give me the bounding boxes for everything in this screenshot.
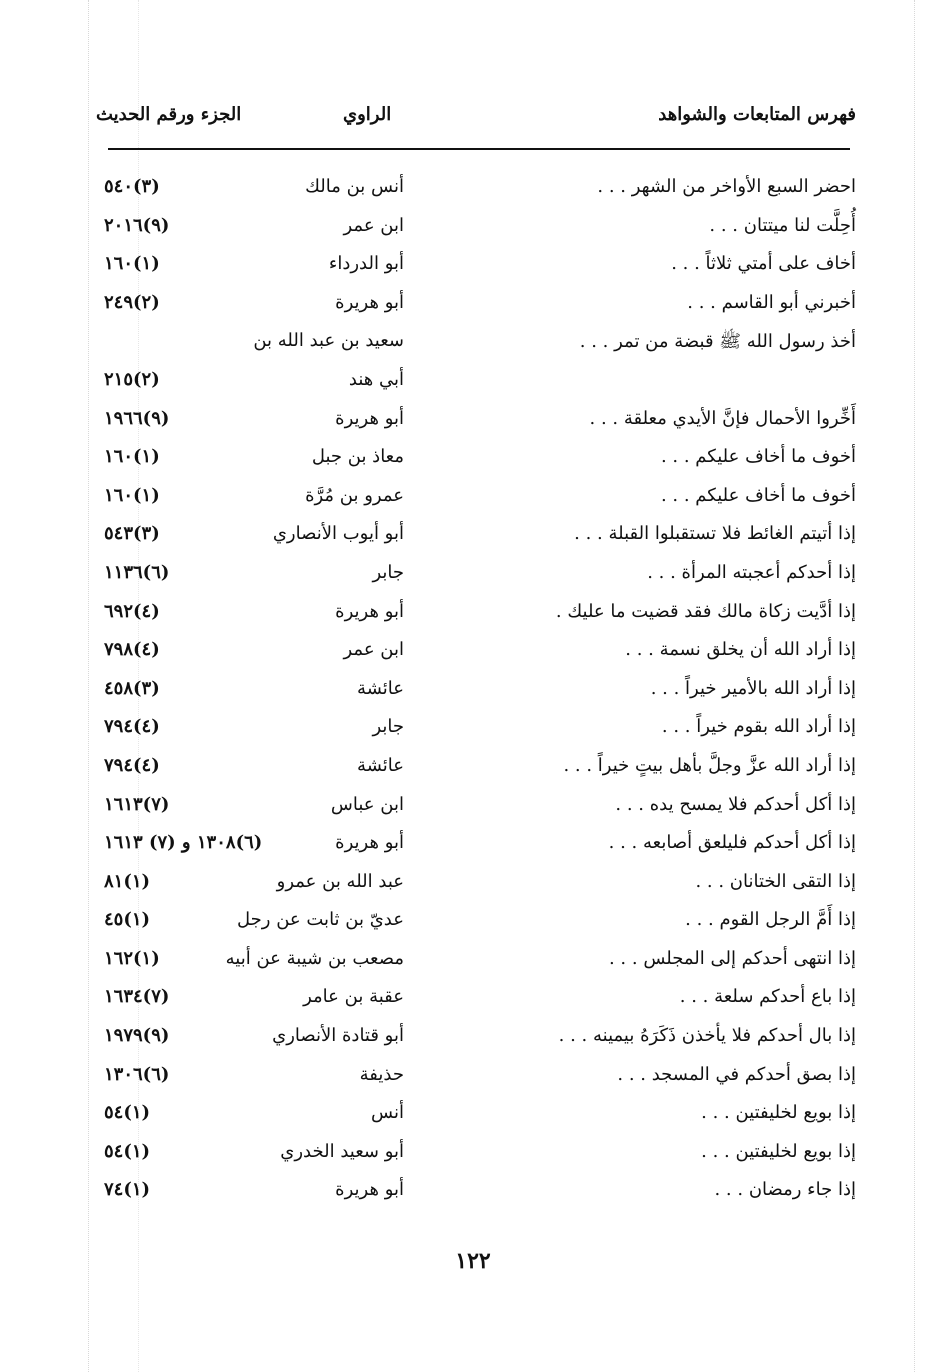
volume-hadith-number: (٣)٥٤٣ [104, 523, 160, 545]
narrator-name: أبو الدرداء [328, 253, 404, 275]
volume-hadith-number: (٤)٦٩٢ [104, 600, 160, 622]
hadith-text: إذا أراد الله عزَّ وجلَّ بأهل بيتٍ خيراً . . . [563, 754, 856, 776]
volume-hadith-number: (٢)٢١٥ [104, 368, 160, 390]
fold-line-right [914, 0, 915, 1372]
table-row [96, 786, 856, 825]
hadith-text: احضر السبع الأواخر من الشهر . . . [597, 176, 856, 197]
volume-hadith-number: (٩)٢٠١٦ [104, 214, 170, 236]
header-title: فهرس المتابعات والشواهد [658, 104, 856, 125]
narrator-name: ابن عمر [343, 639, 404, 661]
volume-hadith-number: (١)١٦٠ [104, 446, 160, 468]
table-row [96, 1056, 856, 1095]
narrator-name: أبو هريرة [335, 600, 404, 622]
hadith-text: إذا أراد الله أن يخلق نسمة . . . [625, 639, 856, 661]
table-row [96, 322, 856, 361]
volume-hadith-number: (١)١٦٠ [104, 484, 160, 506]
narrator-name: معاذ بن جبل [311, 446, 404, 468]
narrator-name: أنس بن مالك [305, 176, 404, 197]
narrator-name: جابر [372, 561, 404, 583]
volume-hadith-number: (٦)١٣٠٦ [104, 1063, 170, 1085]
hadith-text: أخوف ما أخاف عليكم . . . [660, 484, 856, 506]
narrator-name: ابن عمر [343, 214, 404, 236]
table-row [96, 477, 856, 516]
table-row [96, 824, 856, 863]
volume-hadith-number: (٧)١٦٣٤ [104, 986, 170, 1008]
page-header [96, 104, 856, 136]
table-row [96, 978, 856, 1017]
volume-hadith-number: (١)٥٤ [104, 1102, 151, 1124]
table-row [96, 863, 856, 902]
volume-hadith-number: (٦)١٣٠٨ و (٧) ١٦١٣ [104, 832, 263, 854]
narrator-name: عائشة [357, 754, 404, 776]
table-row [96, 708, 856, 747]
table-row [96, 670, 856, 709]
narrator-name: ابن عباس [330, 793, 404, 815]
narrator-name: أبو أيوب الأنصاري [272, 523, 404, 545]
narrator-name: أبو هريرة [335, 291, 404, 313]
table-row [96, 1171, 856, 1210]
volume-hadith-number: (٩)١٩٦٦ [104, 407, 170, 429]
narrator-name: عبد الله بن عمرو [276, 870, 404, 892]
volume-hadith-number: (١)٤٥ [104, 909, 151, 931]
hadith-text: أَخِّروا الأحمال فإنَّ الأيدي معلقة . . . [589, 407, 856, 429]
table-row [96, 1094, 856, 1133]
table-row [96, 515, 856, 554]
table-row [96, 631, 856, 670]
table-row [96, 438, 856, 477]
table-row [96, 1017, 856, 1056]
volume-hadith-number: (٤)٧٩٨ [104, 639, 160, 661]
narrator-name: أبو هريرة [335, 832, 404, 854]
narrator-name: أبو قتادة الأنصاري [272, 1025, 404, 1047]
header-narrator: الراوي [343, 104, 392, 125]
hadith-text: أخوف ما أخاف عليكم . . . [660, 446, 856, 468]
volume-hadith-number: (٣)٤٥٨ [104, 677, 160, 699]
volume-hadith-number: (٤)٧٩٤ [104, 754, 160, 776]
volume-hadith-number: (٤)٧٩٤ [104, 716, 160, 738]
hadith-text: إذا أكل أحدكم فلا يمسح يده . . . [615, 793, 856, 815]
table-row [96, 400, 856, 439]
hadith-text: أخبرني أبو القاسم . . . [687, 291, 856, 313]
narrator-name: مصعب بن شيبة عن أبيه [225, 947, 404, 969]
table-row [96, 554, 856, 593]
hadith-text: إذا انتهى أحدكم إلى المجلس . . . [608, 947, 856, 969]
narrator-name: عائشة [357, 677, 404, 699]
narrator-name: عقبة بن عامر [303, 986, 404, 1008]
hadith-text: إذا أَمَّ الرجل القوم . . . [685, 909, 856, 931]
index-table [96, 168, 856, 1210]
narrator-name: أنس [371, 1102, 404, 1124]
hadith-text: أخاف على أمتي ثلاثاً . . . [671, 253, 856, 275]
header-rule [108, 148, 850, 150]
volume-hadith-number: (١)٥٤ [104, 1140, 151, 1162]
narrator-name: أبو هريرة [335, 407, 404, 429]
table-row [96, 361, 856, 400]
hadith-text: إذا أراد الله بقوم خيراً . . . [661, 716, 856, 738]
volume-hadith-number: (٣)٥٤٠ [104, 176, 160, 197]
table-row [96, 593, 856, 632]
hadith-text: أخذ رسول الله ﷺ قبضة من تمر . . . [579, 331, 856, 353]
hadith-text: إذا أتيتم الغائط فلا تستقبلوا القبلة . . . [574, 523, 856, 545]
narrator-name: جابر [372, 716, 404, 738]
hadith-text: إذا بويع لخليفتين . . . [701, 1140, 856, 1162]
volume-hadith-number: (٢)٢٤٩ [104, 291, 160, 313]
table-row [96, 245, 856, 284]
narrator-name: أبي هند [348, 368, 404, 390]
hadith-text: إذا بصق أحدكم في المسجد . . . [617, 1063, 856, 1085]
table-row [96, 940, 856, 979]
fold-line-left [88, 0, 89, 1372]
header-reference: الجزء ورقم الحديث [96, 104, 242, 125]
narrator-name: عديّ بن ثابت عن رجل [237, 909, 404, 931]
volume-hadith-number: (٧)١٦١٣ [104, 793, 170, 815]
page-number: ١٢٢ [455, 1248, 491, 1274]
narrator-name: حذيفة [359, 1063, 404, 1085]
volume-hadith-number: (١)٨١ [104, 870, 151, 892]
hadith-text: إذا بويع لخليفتين . . . [701, 1102, 856, 1124]
table-row [96, 207, 856, 246]
hadith-text: إذا أراد الله بالأمير خيراً . . . [650, 677, 856, 699]
volume-hadith-number: (١)٧٤ [104, 1179, 151, 1201]
hadith-text: إذا جاء رمضان . . . [714, 1179, 856, 1201]
table-row [96, 747, 856, 786]
volume-hadith-number: (١)١٦٠ [104, 253, 160, 275]
volume-hadith-number: (٦)١١٣٦ [104, 561, 170, 583]
hadith-text: أُحِلَّت لنا ميتتان . . . [709, 214, 856, 236]
narrator-name: عمرو بن مُرَّة [305, 484, 404, 506]
narrator-name: سعيد بن عبد الله بن [253, 330, 404, 352]
hadith-text: إذا أدَّيت زكاة مالك فقد قضيت ما عليك . [555, 600, 856, 622]
volume-hadith-number: (١)١٦٢ [104, 947, 160, 969]
table-row [96, 284, 856, 323]
narrator-name: أبو سعيد الخدري [280, 1140, 404, 1162]
table-row [96, 1133, 856, 1172]
hadith-text: إذا أحدكم أعجبته المرأة . . . [647, 561, 856, 583]
hadith-text: إذا بال أحدكم فلا يأخذن ذَكَرَهُ بيمينه . . . [558, 1025, 856, 1047]
table-row [96, 901, 856, 940]
table-row [96, 168, 856, 207]
hadith-text: إذا باع أحدكم سلعة . . . [679, 986, 856, 1008]
volume-hadith-number: (٩)١٩٧٩ [104, 1025, 170, 1047]
narrator-name: أبو هريرة [335, 1179, 404, 1201]
hadith-text: إذا أكل أحدكم فليلعق أصابعه . . . [608, 832, 856, 854]
hadith-text: إذا التقى الختانان . . . [695, 870, 856, 892]
